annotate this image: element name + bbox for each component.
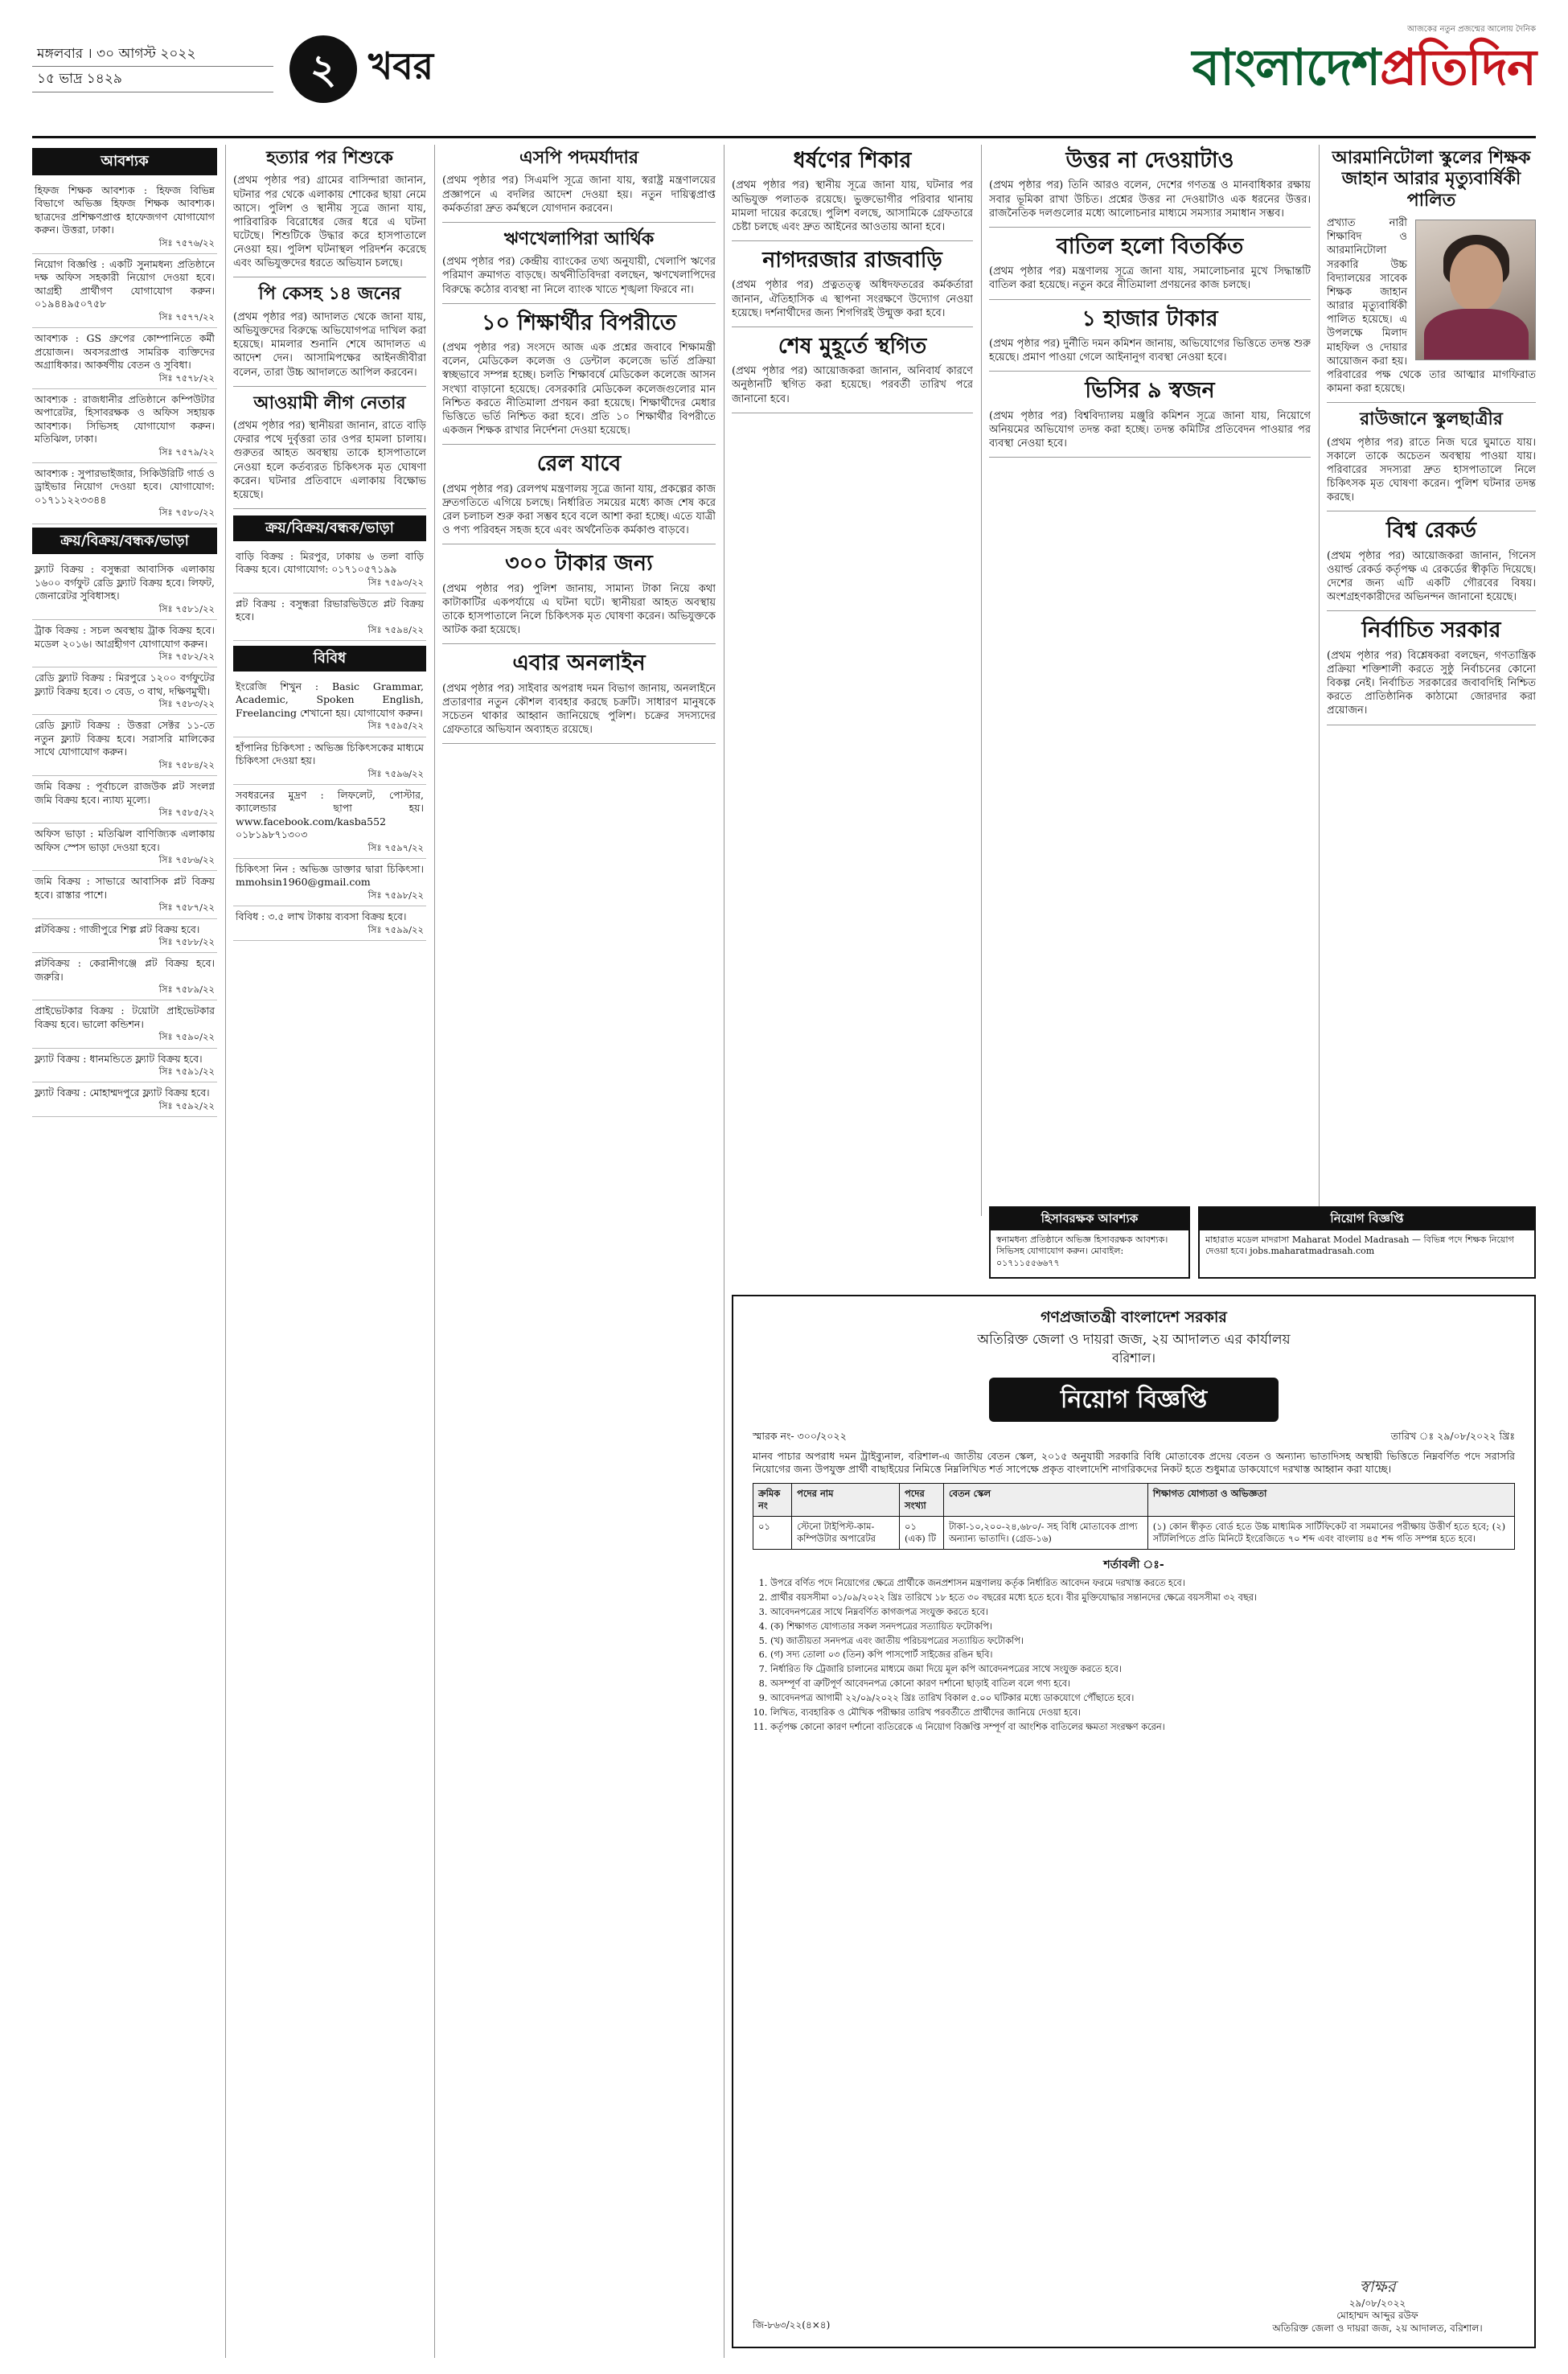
classified-text: প্লটবিক্রয় : গাজীপুরে শিল্প প্লট বিক্রয় হবে। (35, 922, 200, 935)
story-body: প্রখ্যাত নারী শিক্ষাবিদ ও আরমানিটোলা সরকারি উচ্চ বিদ্যালয়ের সাবেক শিক্ষক জাহান আরার মৃত্যুবার্ষিকী পালিত হয়েছে। এ উপলক্ষে মিলাদ মাহফিল ও দোয়ার আয়োজন করা হয়। পরিবারের পক্ষ থেকে তার আত্মার মাগফিরাত কামনা করা হয়েছে। (1327, 217, 1536, 396)
classified-code: সিঃ ৭৫৮১/২২ (158, 602, 215, 614)
story-body: (প্রথম পৃষ্ঠার পর) বিশ্লেষকরা বলছেন, গণতান্ত্রিক প্রক্রিয়া শক্তিশালী করতে সুষ্ঠু নির্বাচনের কোনো বিকল্প নেই। নির্বাচিত সরকারের জবাবদিহি নিশ্চিত করতে প্রাতিষ্ঠানিক কাঠামো জোরদার করা প্রয়োজন। (1327, 649, 1536, 717)
classified-list (233, 546, 426, 641)
classified-text: ইংরেজি শিখুন : Basic Grammar, Academic, Spoken English, Freelancing শেখানো হয়। যোগাযোগ করুন। (236, 680, 424, 719)
table-cell: টাকা-১০,২০০-২৪,৬৮০/- সহ বিধি মোতাবেক প্রাপ্য অন্যান্য ভাতাদি। (গ্রেড-১৬) (943, 1517, 1147, 1550)
table-cell: (১) কোন স্বীকৃত বোর্ড হতে উচ্চ মাধ্যমিক সার্টিফিকেট বা সমমানের পরীক্ষায় উত্তীর্ণ হতে হবে; (২) সাঁটলিপিতে প্রতি মিনিটে ইংরেজিতে ৭০ শব্দ এবং বাংলায় ৪৫ শব্দ গতি সম্পন্ন হতে হবে। (1147, 1517, 1514, 1550)
weekday-date: মঙ্গলবার । ৩০ আগস্ট ২০২২ (32, 42, 273, 67)
classified-code: সিঃ ৭৫৭৬/২২ (158, 236, 215, 248)
classified-text: নিয়োগ বিজ্ঞপ্তি : একটি সুনামধন্য প্রতিষ্ঠানে দক্ষ অফিস সহকারী নিয়োগ দেওয়া হবে। আগ্রহী প্রার্থীগণ যোগাযোগ করুন। ০১৯৪৪৯৫০৭৫৮ (35, 257, 215, 310)
classified-text: প্লটবিক্রয় : কেরানীগঞ্জে প্লট বিক্রয় হবে। জরুরি। (35, 957, 215, 983)
story-body: (প্রথম পৃষ্ঠার পর) পুলিশ জানায়, সামান্য টাকা নিয়ে কথা কাটাকাটির একপর্যায়ে এ ঘটনা ঘটে। স্থানীয়রা আহত অবস্থায় তাকে হাসপাতালে নিলে চিকিৎসক মৃত ঘোষণা করেন। অভিযুক্তকে আটক করা হয়েছে। (442, 582, 716, 637)
table-header-cell: ক্রমিক নং (753, 1483, 792, 1516)
classified-code: সিঃ ৭৫৯২/২২ (158, 1099, 215, 1111)
classified-item (233, 785, 426, 859)
classified-text: আবশ্যক : সুপারভাইজার, সিকিউরিটি গার্ড ও ড্রাইভার নিয়োগ দেওয়া হবে। যোগাযোগ: ০১৭১১২২৩৩৪৪ (35, 466, 215, 506)
classified-item (32, 463, 217, 524)
story-body: (প্রথম পৃষ্ঠার পর) সংসদে আজ এক প্রশ্নের জবাবে শিক্ষামন্ত্রী বলেন, মেডিকেল কলেজ ও ডেন্টাল কলেজে ভর্তি প্রক্রিয়া স্বচ্ছভাবে সম্পন্ন হচ্ছে। চলতি শিক্ষাবর্ষে মেডিকেল কলেজে আসন সংখ্যা বাড়ানো হয়েছে। বেসরকারি মেডিকেল কলেজগুলোর মান নিশ্চিত করতে নীতিমালা প্রণয়ন করা হয়েছে। শিক্ষার্থীদের মেধার ভিত্তিতে ভর্তি নিশ্চিত করা হবে। প্রতি ১০ শিক্ষার্থীর বিপরীতে একজন শিক্ষক রাখার নির্দেশনা দেওয়া হয়েছে। (442, 342, 716, 437)
ad-govt-line: গণপ্রজাতন্ত্রী বাংলাদেশ সরকার (1041, 1308, 1227, 1326)
column-3 (442, 145, 716, 2358)
date-box (32, 42, 273, 92)
portrait-photo (1415, 220, 1536, 360)
ad-banner: নিয়োগ বিজ্ঞপ্তি (989, 1378, 1279, 1423)
classified-item (32, 1000, 217, 1048)
story-awami (233, 393, 426, 509)
ad-memo: স্মারক নং- ৩০০/২০২২ (753, 1430, 847, 1443)
classified-text: জমি বিক্রয় : সাভারে আবাসিক প্লট বিক্রয় হবে। রাস্তার পাশে। (35, 875, 215, 901)
story-answer (989, 148, 1311, 228)
page-columns (32, 145, 1536, 2358)
table-header-cell: বেতন স্কেল (943, 1483, 1147, 1516)
masthead (32, 18, 1536, 138)
classified-text: প্লট বিক্রয় : বসুন্ধরা রিভারভিউতে প্লট বিক্রয় হবে। (236, 597, 424, 623)
headline: ধর্ষণের শিকার (793, 148, 912, 173)
ad-intro: মানব পাচার অপরাধ দমন ট্রাইব্যুনাল, বরিশাল-এ জাতীয় বেতন স্কেল, ২০১৫ অনুযায়ী সরকারি বিধি মোতাবেক প্রদেয় বেতন ও অন্যান্য ভাতাদিসহ অস্থায়ী ভিত্তিতে নিম্নবর্ণিত পদে সরাসরি নিয়োগের জন্য উপযুক্ত প্রার্থী বাছাইয়ের নিমিত্তে নিম্নলিখিত শর্ত সাপেক্ষে প্রকৃত বাংলাদেশি নাগরিকদের নিকট হতে শুধুমাত্র ডাকযোগে দরখাস্ত আহ্বান করা যাচ্ছে। (753, 1449, 1515, 1476)
classified-item (32, 254, 217, 328)
table-cell: ০১ (753, 1517, 792, 1550)
condition-item: 11. কর্তৃপক্ষ কোনো কারণ দর্শানো ব্যতিরেকে এ নিয়োগ বিজ্ঞপ্তি সম্পূর্ণ বা আংশিক বাতিলের ক্ষমতা সংরক্ষণ করেন। (770, 1722, 1515, 1734)
headline: রেল যাবে (536, 451, 622, 477)
classified-code: সিঃ ৭৫৮০/২২ (158, 507, 215, 519)
story-body: (প্রথম পৃষ্ঠার পর) কেন্দ্রীয় ব্যাংকের তথ্য অনুযায়ী, খেলাপি ঋণের পরিমাণ ক্রমাগত বাড়ছে। অর্থনীতিবিদরা বলছেন, ঋণখেলাপিদের বিরুদ্ধে কঠোর ব্যবস্থা না নিলে ব্যাংক খাতে শৃঙ্খলা ফিরবে না। (442, 256, 716, 296)
classified-code: সিঃ ৭৫৯৯/২২ (367, 923, 424, 935)
classified-text: হাঁপানির চিকিৎসা : অভিজ্ঞ চিকিৎসকের মাধ্যমে চিকিৎসা দেওয়া হয়। (236, 741, 424, 766)
story-body: (প্রথম পৃষ্ঠার পর) আয়োজকরা জানান, অনিবার্য কারণে অনুষ্ঠানটি স্থগিত করা হয়েছে। পরবর্তী তারিখ পরে জানানো হবে। (732, 365, 973, 405)
story-jahan-ara (1327, 148, 1536, 403)
classified-text: ফ্ল্যাট বিক্রয় : মোহাম্মদপুরে ফ্ল্যাট বিক্রয় হবে। (35, 1086, 210, 1099)
classified-text: রেডি ফ্ল্যাট বিক্রয় : উত্তরা সেক্টর ১১-তে নতুন ফ্ল্যাট বিক্রয় হবে। সরাসরি মালিকের সাথে যোগাযোগ করুন। (35, 719, 215, 758)
section-name: খবর (368, 44, 434, 88)
logo-name-b: প্রতিদিন (1380, 38, 1536, 97)
classified-item (233, 737, 426, 785)
classified-text: রেডি ফ্ল্যাট বিক্রয় : মিরপুরে ১২০০ বর্গফুটের ফ্ল্যাট বিক্রয় হবে। ৩ বেড, ৩ বাথ, দক্ষিণমুখী। (35, 672, 215, 697)
classified-text: চিকিৎসা নিন : অভিজ্ঞ ডাক্তার দ্বারা চিকিৎসা। mmohsin1960@gmail.com (236, 862, 424, 889)
ad-title: হিসাবরক্ষক আবশ্যক (991, 1208, 1188, 1230)
logo-name-a: বাংলাদেশ (1192, 38, 1381, 97)
story-rail (442, 451, 716, 544)
story-body: (প্রথম পৃষ্ঠার পর) আদালত থেকে জানা যায়, অভিযুক্তদের বিরুদ্ধে অভিযোগপত্র দাখিল করা হয়েছে। মামলার শুনানি শেষে আদালত এ আদেশ দেন। আসামিপক্ষের আইনজীবীরা বলেন, তারা উচ্চ আদালতে আপিল করবেন। (233, 310, 426, 379)
story-murder (233, 148, 426, 277)
classified-item (32, 1049, 217, 1083)
classified-code: সিঃ ৭৫৮৩/২২ (158, 698, 215, 710)
ad-post-table (753, 1483, 1515, 1550)
table-header-cell: পদের নাম (792, 1483, 900, 1516)
classified-code: সিঃ ৭৫৯১/২২ (158, 1066, 215, 1078)
story-elected-govt (1327, 618, 1536, 725)
classified-code: সিঃ ৭৫৮৭/২২ (158, 902, 215, 914)
condition-item: 9. আবেদনপত্র আগামী ২২/০৯/২০২২ খ্রিঃ তারিখ বিকাল ৫.০০ ঘটিকার মধ্যে ডাকযোগে পৌঁছাতে হবে। (770, 1693, 1515, 1705)
ad-memo-row (753, 1430, 1515, 1444)
classified-item (32, 559, 217, 620)
story-1000tk (989, 306, 1311, 372)
headline: নাগদরজার রাজবাড়ি (762, 248, 942, 273)
story-300tk (442, 551, 716, 644)
condition-item: 6. (গ) সদ্য তোলা ০৩ (তিন) কপি পাসপোর্ট সাইজের রঙিন ছবি। (770, 1649, 1515, 1661)
classified-code: সিঃ ৭৫৭৮/২২ (158, 372, 215, 384)
story-body: (প্রথম পৃষ্ঠার পর) আয়োজকরা জানান, গিনেস ওয়ার্ল্ড রেকর্ড কর্তৃপক্ষ এ রেকর্ডের স্বীকৃতি দিয়েছে। দেশের জন্য এটি একটি গৌরবের বিষয়। অংশগ্রহণকারীদের অভিনন্দন জানানো হয়েছে। (1327, 549, 1536, 604)
classified-text: আবশ্যক : রাজধানীর প্রতিষ্ঠানে কম্পিউটার অপারেটর, হিসাবরক্ষক ও অফিস সহায়ক আবশ্যক। সিভিসহ যোগাযোগ করুন। মতিঝিল, ঢাকা। (35, 392, 215, 446)
condition-item: 10. লিখিত, ব্যবহারিক ও মৌখিক পরীক্ষার তারিখ পরবর্তীতে প্রার্থীদের জানিয়ে দেওয়া হবে। (770, 1707, 1515, 1719)
story-body: (প্রথম পৃষ্ঠার পর) স্থানীয় সূত্রে জানা যায়, ঘটনার পর অভিযুক্ত পলাতক রয়েছে। ভুক্তভোগীর পরিবার থানায় মামলা দায়ের করেছে। পুলিশ বলছে, আসামিকে গ্রেফতারে চেষ্টা চলছে এবং দ্রুত আইনের আওতায় আনা হবে। (732, 179, 973, 233)
story-body: (প্রথম পৃষ্ঠার পর) বিশ্ববিদ্যালয় মঞ্জুরি কমিশন সূত্রে জানা যায়, নিয়োগে অনিয়মের অভিযোগ তদন্ত করা হচ্ছে। তদন্ত কমিটির প্রতিবেদন পাওয়ার পর ব্যবস্থা নেওয়া হবে। (989, 409, 1311, 450)
classified-text: ফ্ল্যাট বিক্রয় : বসুন্ধরা আবাসিক এলাকায় ১৬০০ বর্গফুট রেডি ফ্ল্যাট বিক্রয় হবে। লিফট, জেনারেটর সুবিধাসহ। (35, 563, 215, 602)
classified-heading: আবশ্যক (32, 148, 217, 175)
classified-code: সিঃ ৭৫৮৫/২২ (158, 807, 215, 819)
classified-code: সিঃ ৭৫৮৯/২২ (158, 984, 215, 996)
ad-date: তারিখ ঃ ২৯/০৮/২০২২ খ্রিঃ (1390, 1430, 1515, 1443)
story-sp (442, 148, 716, 223)
headline: ১০ শিক্ষার্থীর বিপরীতে (481, 310, 677, 335)
classified-text: প্রাইভেটকার বিক্রয় : টয়োটা প্রাইভেটকার বিক্রয় হবে। ভালো কন্ডিশন। (35, 1004, 215, 1030)
classified-code: সিঃ ৭৫৯৭/২২ (367, 841, 424, 853)
table-cell: ০১ (এক) টি (900, 1517, 944, 1550)
headline: হত্যার পর শিশুকে (266, 148, 393, 168)
headline: পি কেসহ ১৪ জনের (258, 284, 401, 305)
ad-accountant (989, 1206, 1190, 1279)
classified-code: সিঃ ৭৫৮২/২২ (158, 651, 215, 663)
story-body: (প্রথম পৃষ্ঠার পর) গ্রামের বাসিন্দারা জানান, ঘটনার পর থেকে এলাকায় শোকের ছায়া নেমে আসে। পুলিশ ও স্থানীয় সূত্রে জানা যায়, পারিবারিক বিরোধের জের ধরে এ ঘটনা ঘটেছে। শিশুটিকে উদ্ধার করে হাসপাতালে নেওয়া হয়। পুলিশ ঘটনাস্থল পরিদর্শন করেছে এবং অভিযুক্তদের ধরতে অভিযান চলছে। (233, 175, 426, 270)
newspaper-logo (1192, 24, 1536, 101)
classified-code: সিঃ ৭৫৯৩/২২ (367, 576, 424, 588)
story-rape (732, 148, 973, 241)
classified-code: সিঃ ৭৫৯৫/২২ (367, 720, 424, 732)
classified-code: সিঃ ৭৫৯০/২২ (158, 1031, 215, 1043)
column-divider (225, 145, 226, 2358)
classified-text: আবশ্যক : GS গ্রুপের কোম্পানিতে কর্মী প্রয়োজন। অবসরপ্রাপ্ত সামরিক ব্যক্তিদের অগ্রাধিকার। আকর্ষণীয় বেতন ও সুবিধা। (35, 332, 215, 372)
ad-body: মাহারাত মডেল মাদরাসা Maharat Model Madrasah — বিভিন্ন পদে শিক্ষক নিয়োগ দেওয়া হবে। jobs.maharatmadrasah.com (1205, 1234, 1514, 1257)
story-body: (প্রথম পৃষ্ঠার পর) প্রত্নতত্ত্ব অধিদফতরের কর্মকর্তারা জানান, ঐতিহাসিক এ স্থাপনা সংরক্ষণে উদ্যোগ নেওয়া হয়েছে। দর্শনার্থীদের জন্য শিগগিরই উন্মুক্ত করা হবে। (732, 279, 973, 319)
column-divider (434, 145, 435, 2358)
headline: বাতিল হলো বিতর্কিত (1056, 233, 1244, 259)
headline: ৩০০ টাকার জন্য (505, 551, 653, 577)
classified-code: সিঃ ৭৫৯৪/২২ (367, 623, 424, 635)
story-body: (প্রথম পৃষ্ঠার পর) স্থানীয়রা জানান, রাতে বাড়ি ফেরার পথে দুর্বৃত্তরা তার ওপর হামলা চালায়। গুরুতর আহত অবস্থায় তাকে হাসপাতালে নেওয়া হলে কর্তব্যরত চিকিৎসক মৃত ঘোষণা করেন। ঘটনার প্রতিবাদে এলাকায় বিক্ষোভ হয়েছে। (233, 420, 426, 501)
signature-name: মোহাম্মদ আব্দুর রউফ (1336, 2310, 1418, 2322)
ad-reference: জি-৮৬৩/২২(৪×৪) (753, 2319, 831, 2331)
story-students (442, 310, 716, 445)
classified-item (32, 919, 217, 954)
ad-office-line: অতিরিক্ত জেলা ও দায়রা জজ, ২য় আদালত এর কার্যালয় (977, 1332, 1291, 1349)
story-rajbari (732, 248, 973, 327)
condition-item: 2. প্রার্থীর বয়সসীমা ০১/০৯/২০২২ খ্রিঃ তারিখে ১৮ হতে ৩০ বছরের মধ্যে হতে হবে। বীর মুক্তিযোদ্ধার সন্তানদের ক্ষেত্রে বয়সসীমা ৩২ বছর। (770, 1592, 1515, 1604)
ad-conditions-list (753, 1578, 1515, 1734)
classified-item (32, 620, 217, 667)
classified-code: সিঃ ৭৫৯৮/২২ (367, 889, 424, 901)
headline: উত্তর না দেওয়াটাও (1065, 148, 1234, 173)
table-cell: স্টেনো টাইপিস্ট-কাম-কম্পিউটার অপারেটর (792, 1517, 900, 1550)
headline: রাউজানে স্কুলছাত্রীর (1360, 409, 1503, 430)
page-number: ২ (289, 35, 357, 103)
column-classifieds (32, 145, 217, 2358)
classified-code: সিঃ ৭৫৮৬/২২ (158, 854, 215, 866)
story-body: (প্রথম পৃষ্ঠার পর) দুর্নীতি দমন কমিশন জানায়, অভিযোগের ভিত্তিতে তদন্ত শুরু হয়েছে। প্রমাণ পাওয়া গেলে আইনানুগ ব্যবস্থা নেওয়া হবে। (989, 337, 1311, 364)
ad-title: নিয়োগ বিজ্ঞপ্তি (1200, 1208, 1534, 1230)
story-pk (233, 284, 426, 386)
story-body: (প্রথম পৃষ্ঠার পর) মন্ত্রণালয় সূত্রে জানা যায়, সমালোচনার মুখে সিদ্ধান্তটি বাতিল করা হয়েছে। নতুন করে নীতিমালা প্রণয়নের কাজ চলছে। (989, 265, 1311, 292)
classified-text: ফ্ল্যাট বিক্রয় : ধানমন্ডিতে ফ্ল্যাট বিক্রয় হবে। (35, 1052, 203, 1065)
classified-heading-2: ক্রয়/বিক্রয়/বন্ধক/ভাড়া (32, 528, 217, 555)
column-4 (732, 145, 973, 1216)
classified-item (32, 389, 217, 463)
condition-item: 1. উপরে বর্ণিত পদে নিয়োগের ক্ষেত্রে প্রার্থীকে জনপ্রশাসন মন্ত্রণালয় কর্তৃক নির্ধারিত আবেদন ফরমে দরখাস্ত করতে হবে। (770, 1578, 1515, 1590)
classified-list-2 (32, 559, 217, 1117)
classified-item (32, 715, 217, 776)
story-body: (প্রথম পৃষ্ঠার পর) সাইবার অপরাধ দমন বিভাগ জানায়, অনলাইনে প্রতারণার নতুন কৌশল ব্যবহার করছে চক্রটি। সাধারণ মানুষকে সচেতন থাকার আহ্বান জানিয়েছে পুলিশ। চক্রের সদস্যদের গ্রেফতারে অভিযান অব্যাহত রয়েছে। (442, 682, 716, 737)
classified-text: বিবিধ : ৩.৫ লাখ টাকায় ব্যবসা বিক্রয় হবে। (236, 910, 407, 923)
classified-heading: ক্রয়/বিক্রয়/বন্ধক/ভাড়া (233, 515, 426, 541)
story-body: (প্রথম পৃষ্ঠার পর) রাতে নিজ ঘরে ঘুমাতে যায়। সকালে তাকে অচেতন অবস্থায় পাওয়া যায়। পরিবারের সদস্যরা দ্রুত হাসপাতালে নিলে চিকিৎসক মৃত ঘোষণা করেন। পুলিশ ঘটনার তদন্ত করছে। (1327, 436, 1536, 504)
condition-item: 5. (খ) জাতীয়তা সনদপত্র এবং জাতীয় পরিচয়পত্রের সত্যায়িত ফটোকপি। (770, 1636, 1515, 1648)
headline: ভিসির ৯ স্বজন (1085, 378, 1215, 404)
story-record (1327, 518, 1536, 611)
story-body: (প্রথম পৃষ্ঠার পর) তিনি আরও বলেন, দেশের গণতন্ত্র ও মানবাধিকার রক্ষায় সবার ভূমিকা রাখা উচিত। প্রশ্নের উত্তর না দেওয়াটাও এক ধরনের উত্তর। রাজনৈতিক দলগুলোর মধ্যে আলোচনার মাধ্যমে সমস্যার সমাধান সম্ভব। (989, 179, 1311, 220)
story-loan (442, 229, 716, 304)
story-vc (989, 378, 1311, 458)
story-postponed (732, 334, 973, 413)
classified-item (32, 824, 217, 871)
classified-text: বাড়ি বিক্রয় : মিরপুর, ঢাকায় ৬ তলা বাড়ি বিক্রয় হবে। যোগাযোগ: ০১৭১০৫৭১৯৯ (236, 549, 424, 576)
ad-body: স্বনামধন্য প্রতিষ্ঠানে অভিজ্ঞ হিসাবরক্ষক আবশ্যক। সিভিসহ যোগাযোগ করুন। মোবাইল: ০১৭১১৫৫৬৬৭৭ (996, 1234, 1168, 1268)
classified-list (32, 180, 217, 524)
signature-date: ২৯/০৮/২০২২ (1348, 2297, 1406, 2309)
classified-item (32, 776, 217, 824)
classified-item (32, 871, 217, 918)
classified-code: সিঃ ৭৫৯৬/২২ (367, 767, 424, 779)
classified-code: সিঃ ৭৫৭৭/২২ (158, 310, 215, 322)
misc-heading: বিবিধ (233, 646, 426, 672)
condition-item: 4. (ক) শিক্ষাগত যোগ্যতার সকল সনদপত্রের সত্যায়িত ফটোকপি। (770, 1621, 1515, 1633)
column-6 (1327, 145, 1536, 1216)
column-divider (1319, 145, 1320, 1216)
table-header-cell: শিক্ষাগত যোগ্যতা ও অভিজ্ঞতা (1147, 1483, 1514, 1516)
classified-item (32, 667, 217, 715)
signature-title: অতিরিক্ত জেলা ও দায়রা জজ, ২য় আদালত, বরিশাল। (1272, 2323, 1483, 2335)
classified-text: ট্রাক বিক্রয় : সচল অবস্থায় ট্রাক বিক্রয় হবে। মডেল ২০১৬। আগ্রহীগণ যোগাযোগ করুন। (35, 624, 215, 650)
column-2 (233, 145, 426, 2358)
classified-item (233, 546, 426, 594)
headline: ১ হাজার টাকার (1082, 306, 1218, 331)
ad-conditions-title: শর্তাবলী ঃ- (1103, 1559, 1164, 1572)
story-online (442, 651, 716, 744)
headline: ঋণখেলাপিরা আর্থিক (503, 228, 655, 249)
classified-text: অফিস ভাড়া : মতিঝিল বাণিজ্যিক এলাকায় অফিস স্পেস ভাড়া দেওয়া হবে। (35, 828, 215, 853)
condition-item: 3. আবেদনপত্রের সাথে নিম্নবর্ণিত কাগজপত্র সংযুক্ত করতে হবে। (770, 1607, 1515, 1619)
headline: এসপি পদমর্যাদার (519, 148, 638, 168)
headline: আওয়ামী লীগ নেতার (253, 392, 406, 413)
ad-signature-block (1245, 2276, 1510, 2335)
classified-item (32, 180, 217, 254)
condition-item: 8. অসম্পূর্ণ বা ত্রুটিপূর্ণ আবেদনপত্র কোনো কারণ দর্শানো ছাড়াই বাতিল বলে গণ্য হবে। (770, 1678, 1515, 1690)
classified-item (233, 859, 426, 906)
headline: নির্বাচিত সরকার (1361, 618, 1501, 643)
classified-item (32, 328, 217, 389)
bangla-date: ১৫ ভাদ্র ১৪২৯ (32, 67, 273, 92)
ad-city-line: বরিশাল। (1111, 1349, 1156, 1366)
headline: এবার অনলাইন (512, 651, 646, 676)
logo-tagline: আজকের নতুন প্রজন্মের আলোয় দৈনিক (1407, 25, 1536, 34)
ad-madrasah (1198, 1206, 1536, 1279)
classified-item (32, 1082, 217, 1117)
table-header-cell: পদের সংখ্যা (900, 1483, 944, 1516)
headline: আরমানিটোলা স্কুলের শিক্ষক জাহান আরার মৃত্যুবার্ষিকী পালিত (1332, 148, 1531, 211)
column-5 (989, 145, 1311, 1216)
classified-text: হিফজ শিক্ষক আবশ্যক : হিফজ বিভিন্ন বিভাগে অভিজ্ঞ হিফজ শিক্ষক আবশ্যক। ছাত্রদের প্রশিক্ষণপ্রাপ্ত হাফেজগণ যোগাযোগ করুন। উত্তরা, ঢাকা। (35, 183, 215, 236)
classified-code: সিঃ ৭৫৮৮/২২ (158, 936, 215, 948)
classified-text: জমি বিক্রয় : পূর্বাচলে রাজউক প্লট সংলগ্ন জমি বিক্রয় হবে। ন্যায্য মূল্যে। (35, 780, 215, 806)
classified-code: সিঃ ৭৫৭৯/২২ (158, 446, 215, 458)
classified-code: সিঃ ৭৫৮৪/২২ (158, 758, 215, 770)
classified-item (32, 953, 217, 1000)
headline: শেষ মুহূর্তে স্থগিত (778, 333, 927, 359)
story-body: (প্রথম পৃষ্ঠার পর) সিএমপি সূত্রে জানা যায়, স্বরাষ্ট্র মন্ত্রণালয়ের প্রজ্ঞাপনে এ বদলির আদেশ দেওয়া হয়। নতুন দায়িত্বপ্রাপ্ত কর্মকর্তারা দ্রুত কর্মস্থলে যোগদান করবেন। (442, 175, 716, 215)
classified-item (233, 594, 426, 641)
classified-item (233, 676, 426, 737)
condition-item: 7. নির্ধারিত ফি ট্রেজারি চালানের মাধ্যমে জমা দিয়ে মূল কপি আবেদনপত্রের সাথে সংযুক্ত করতে হবে। (770, 1664, 1515, 1676)
story-cancel (989, 234, 1311, 300)
classified-item (233, 906, 426, 941)
logo-name (1192, 35, 1536, 101)
headline: বিশ্ব রেকর্ড (1385, 518, 1477, 544)
govt-job-advertisement (732, 1295, 1536, 2348)
column-divider (981, 145, 982, 1216)
story-body: (প্রথম পৃষ্ঠার পর) রেলপথ মন্ত্রণালয় সূত্রে জানা যায়, প্রকল্পের কাজ দ্রুতগতিতে এগিয়ে চলছে। নির্ধারিত সময়ের মধ্যে কাজ শেষ করে রেল চলাচল শুরু করা সম্ভব হবে বলে আশা করা হচ্ছে। এতে যাত্রী ও পণ্য পরিবহন সহজ হবে এবং অর্থনৈতিক কর্মকাণ্ড বাড়বে। (442, 483, 716, 537)
story-raozan (1327, 409, 1536, 511)
classified-text: সবধরনের মুদ্রণ : লিফলেট, পোস্টার, ক্যালেন্ডার ছাপা হয়। www.facebook.com/kasba552 ০১৮১৯৮৭১৩০৩ (236, 788, 424, 841)
misc-list (233, 676, 426, 941)
signature-scribble: স্বাক্ষর (1359, 2277, 1396, 2297)
